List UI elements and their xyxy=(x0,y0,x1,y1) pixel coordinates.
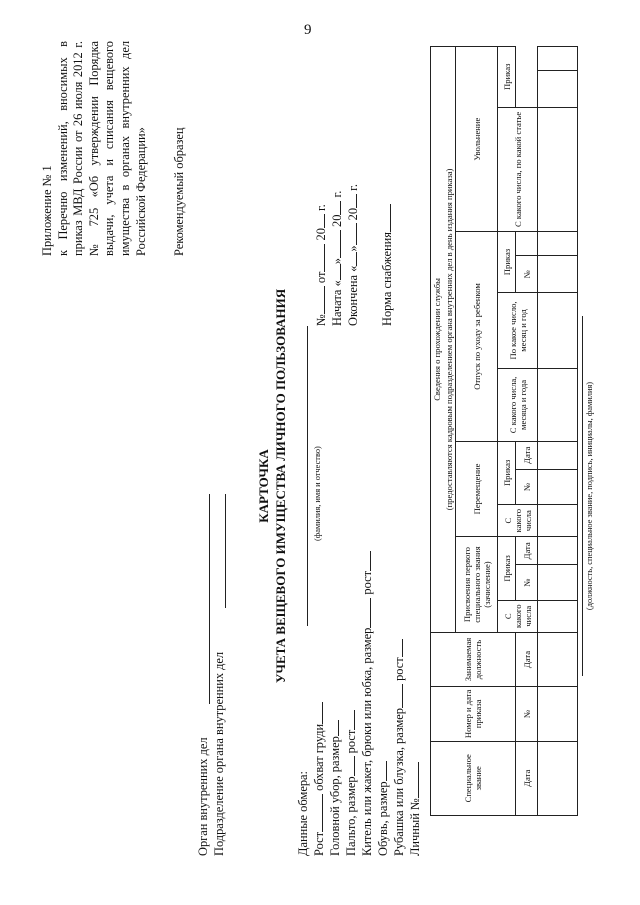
card-header xyxy=(255,246,289,726)
service-subheader: (предоставляются кадровым подразделением органа внутренних дел в день издания приказа) xyxy=(443,47,456,633)
dismissal-from: С какого числа, по какой статье xyxy=(498,107,538,232)
leave-date: Дата xyxy=(516,537,538,565)
subdivision-line xyxy=(225,494,226,608)
reg-number-row: № от 20 г. xyxy=(314,204,328,326)
col-order: Номер и дата приказа xyxy=(431,687,516,741)
service-table xyxy=(430,46,578,816)
subdivision-label: Подразделение органа внутренних дел xyxy=(212,651,226,856)
first-rank-date: Дата xyxy=(516,741,538,815)
name-hint: (фамилия, имя и отчество) xyxy=(313,446,322,541)
rotated-form-page xyxy=(30,36,620,876)
shirt-row: Рубашка или блузка, размер рост xyxy=(391,639,407,856)
transfer-date: Дата xyxy=(516,632,538,686)
name-line xyxy=(307,326,308,626)
dismissal-order: Приказ xyxy=(498,47,516,108)
leave-no: № xyxy=(516,469,538,504)
first-rank-order: Приказ xyxy=(498,537,516,600)
organ-label: Орган внутренних дел xyxy=(196,737,210,856)
height-row: Рост обхват груди xyxy=(311,702,327,856)
leave-from: С какого числа, месяца и года xyxy=(498,369,538,441)
appendix-body: к Перечню изменений, вносимых в приказ МВД России от 26 июля 2012 г. № 725 «Об утверждении Порядка выдачи, учета и списания вещевого имущества в органах внутренних дел Российской Федерации» xyxy=(55,41,148,256)
shoes-row: Обувь, размер xyxy=(375,761,391,856)
first-rank-from: С какого числа xyxy=(498,600,538,632)
first-rank-header: Присвоения первого специального звания (зачисление) xyxy=(456,537,498,633)
leave-to: По какое число, месяц и год xyxy=(498,292,538,368)
transfer-from: С какого числа xyxy=(498,505,538,537)
measurements-header: Данные обмера: xyxy=(296,771,310,856)
headwear-row: Головной убор, размер xyxy=(327,720,343,856)
jacket-row: Китель или жакет, брюки или юбка, размер рост xyxy=(359,551,375,856)
dismissal-header: Увольнение xyxy=(456,47,498,232)
organ-line xyxy=(209,494,210,704)
transfer-order: Приказ xyxy=(498,441,516,504)
card-title: КАРТОЧКА xyxy=(256,449,271,523)
transfer-header: Перемещение xyxy=(456,441,498,537)
col-rank: Специальное звание xyxy=(431,741,516,815)
recommended-sample-label: Рекомендуемый образец xyxy=(172,127,186,256)
signature-line xyxy=(582,316,583,676)
personal-number-row: Личный № xyxy=(407,762,423,856)
leave-header: Отпуск по уходу за ребенком xyxy=(456,232,498,441)
appendix-block xyxy=(40,41,149,256)
transfer-no: № xyxy=(516,565,538,600)
reg-started-row: Начата «» 20 г. xyxy=(330,190,344,326)
col-position: Занимаемая должность xyxy=(431,632,516,686)
card-subtitle: УЧЕТА ВЕЩЕВОГО ИМУЩЕСТВА ЛИЧНОГО ПОЛЬЗОВАНИЯ xyxy=(273,288,288,684)
signature-hint: (должность, специальное звание, подпись, инициалы, фамилия) xyxy=(585,381,594,611)
appendix-title: Приложение № 1 xyxy=(40,165,54,256)
dismissal-no: № xyxy=(516,256,538,292)
reg-ended-row: Окончена «» 20 г. xyxy=(346,184,360,326)
leave-order: Приказ xyxy=(498,232,516,292)
coat-row: Пальто, размер рост xyxy=(343,710,359,856)
page-number: 9 xyxy=(304,22,312,38)
service-header: Сведения о прохождении службы xyxy=(431,47,444,633)
first-rank-no: № xyxy=(516,687,538,741)
dismissal-date: Дата xyxy=(516,441,538,469)
supply-norm-row: Норма снабжения xyxy=(379,204,395,326)
